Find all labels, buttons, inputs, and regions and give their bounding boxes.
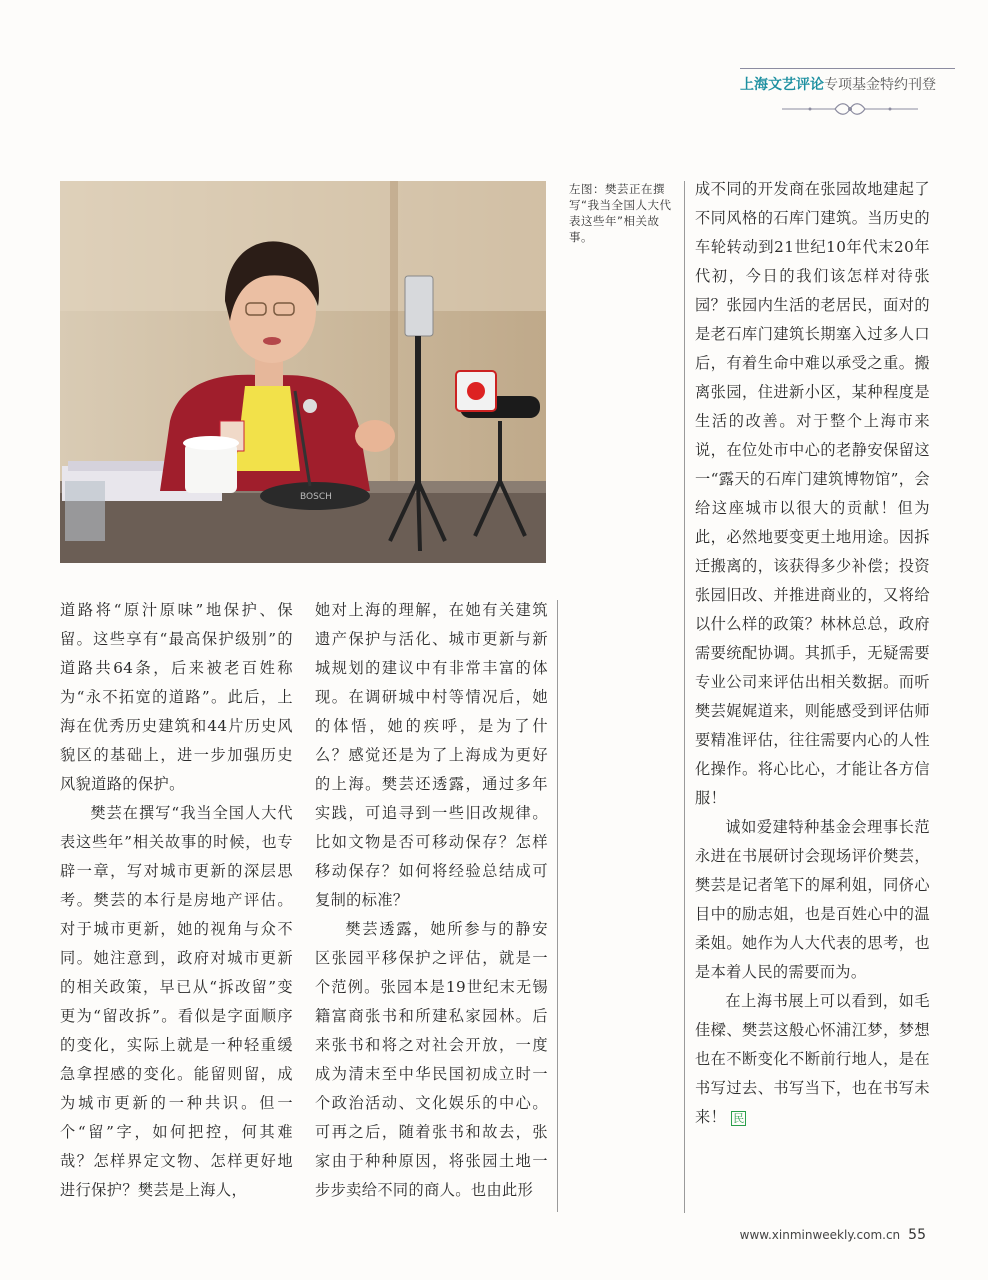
column-divider bbox=[557, 600, 558, 1212]
photo-illustration bbox=[60, 181, 546, 563]
header-subtitle: 专项基金特约刊登 bbox=[824, 77, 936, 93]
paragraph: 樊芸透露，她所参与的静安区张园平移保护之评估，就是一个范例。张园本是19世纪末无锡籍富商张书和所建私家园林。后来张书和将之对社会开放，一度成为清末至中华民国初成立时一个政治活动、文化娱乐的中心。可再之后，随着张书和故去，张家由于种种原因，将张园土地一步步卖给不同的商人。也由此形 bbox=[315, 920, 548, 1199]
end-mark-icon: 民 bbox=[733, 1111, 745, 1125]
paragraph: 成不同的开发商在张园故地建起了不同风格的石库门建筑。当历史的车轮转动到21世纪10年代末20年代初，今日的我们该怎样对待张园？张园内生活的老居民，面对的是老石库门建筑长期塞入过多人口后，有着生命中难以承受之重。搬离张园，住进新小区，某种程度是生活的改善。对于整个上海市来说，在位处市中心的老静安保留这一“露天的石库门建筑博物馆”，会给这座城市以很大的贡献！但为此，必然地要变更土地用途。因拆迁搬离的，该获得多少补偿；投资张园旧改、并推进商业的，又将给以什么样的政策？林林总总，政府需要统配协调。其抓手，无疑需要专业公司来评估出相关数据。而听樊芸娓娓道来，则能感受到评估师要精准评估，往往需要内心的人性化操作。将心比心，才能让各方信服！ bbox=[695, 180, 930, 807]
article-column-3 bbox=[695, 175, 930, 1132]
paragraph: 樊芸在撰写“我当全国人大代表这些年”相关故事的时候，也专辟一章，写对城市更新的深层思考。樊芸的本行是房地产评估。对于城市更新，她的视角与众不同。她注意到，政府对城市更新的相关政策，早已从“拆改留”变更为“留改拆”。看似是字面顺序的变化，实际上就是一种轻重缓急拿捏感的变化。能留则留，成为城市更新的一种共识。但一个“留”字，如何把控，何其难哉？怎样界定文物、怎样更好地进行保护？樊芸是上海人， bbox=[60, 804, 293, 1199]
paragraph-text: 在上海书展上可以看到，如毛佳樑、樊芸这般心怀浦江梦，梦想也在不断变化不断前行地人，是在书写过去、书写当下，也在书写未来！ bbox=[695, 992, 930, 1126]
photo-fanyun-writing bbox=[60, 181, 546, 563]
photo-caption: 左图：樊芸正在撰写“我当全国人大代表这些年”相关故事。 bbox=[569, 182, 672, 244]
header-title bbox=[740, 74, 936, 94]
article-column-1 bbox=[60, 596, 293, 1205]
article-column-2 bbox=[315, 596, 548, 1205]
magazine-header bbox=[740, 62, 955, 122]
footer-url: www.xinminweekly.com.cn bbox=[739, 1228, 901, 1242]
paragraph-final bbox=[695, 987, 930, 1132]
paragraph: 她对上海的理解，在她有关建筑遗产保护与活化、城市更新与新城规划的建议中有非常丰富的体现。在调研城中村等情况后，她的体悟，她的疾呼，是为了什么？感觉还是为了上海成为更好的上海。樊芸还透露，通过多年实践，可追寻到一些旧改规律。比如文物是否可移动保存？怎样移动保存？如何将经验总结成可复制的标准？ bbox=[315, 601, 548, 909]
flourish-ornament-icon bbox=[780, 100, 920, 118]
paragraph: 诚如爱建特种基金会理事长范永进在书展研讨会现场评价樊芸，樊芸是记者笔下的犀利姐，同侪心目中的励志姐，也是百姓心中的温柔姐。她作为人大代表的思考，也是本着人民的需要而为。 bbox=[695, 818, 930, 981]
paragraph: 道路将“原汁原味”地保护、保留。这些享有“最高保护级别”的道路共64条，后来被老百姓称为“永不拓宽的道路”。此后，上海在优秀历史建筑和44片历史风貌区的基础上，进一步加强历史风貌道路的保护。 bbox=[60, 601, 293, 793]
page-number: 55 bbox=[908, 1227, 926, 1243]
column-divider bbox=[684, 181, 685, 1213]
header-brand: 上海文艺评论 bbox=[740, 77, 824, 93]
mic-brand-label: BOSCH bbox=[300, 492, 332, 502]
page-footer bbox=[740, 1227, 926, 1243]
header-rule bbox=[740, 68, 955, 69]
